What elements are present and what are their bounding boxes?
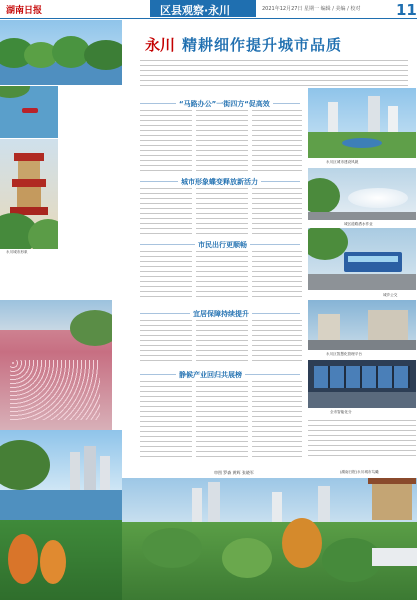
photo-caption-2: 永川区城市建设风貌 bbox=[326, 160, 359, 164]
headline-place: 永川 bbox=[145, 36, 176, 54]
headline-title: 精耕细作提升城市品质 bbox=[182, 36, 343, 54]
section-5-text-col-2 bbox=[196, 381, 248, 461]
section-5-text-col-3 bbox=[252, 381, 302, 461]
photo-caption-4: 城乡公交 bbox=[383, 293, 398, 297]
subhead-3: 市民出行更顺畅 bbox=[195, 240, 250, 250]
photo-control-room bbox=[308, 360, 416, 408]
photo-street-night bbox=[308, 300, 416, 350]
photo-pavilion bbox=[0, 139, 58, 249]
section-2-text-col-2 bbox=[196, 188, 248, 236]
section-title: 区县观察·永川 bbox=[160, 4, 231, 17]
section-4-text-col-2 bbox=[196, 320, 248, 362]
photo-caption-7: (湖南日报)永川城市鸟瞰 bbox=[340, 470, 379, 474]
masthead: 湖南日报 bbox=[6, 6, 43, 16]
photo-credit: 审图 罗森 黄辉 张晓军 bbox=[214, 470, 254, 475]
lead-paragraph bbox=[140, 60, 408, 88]
section-1-text-col-1 bbox=[140, 110, 192, 175]
subhead-1: “马路办公”一街四方“促高效 bbox=[176, 99, 273, 109]
section-4-text-col-3 bbox=[252, 320, 302, 362]
section-5-text-col-4 bbox=[308, 420, 416, 460]
page-number: 11 bbox=[396, 1, 417, 19]
photo-boat-lake bbox=[0, 86, 58, 138]
photo-water-spray bbox=[308, 168, 416, 220]
photo-caption-5: 永川区智慧化管理平台 bbox=[326, 352, 362, 356]
date-meta: 2021年12月27日 星期一 编辑 / 美编 / 校对 bbox=[262, 6, 361, 12]
section-2-text-col-3 bbox=[252, 188, 302, 236]
subhead-5: 静候产业回归共展榜 bbox=[176, 370, 245, 380]
section-1-text-col-3 bbox=[252, 110, 302, 175]
section-3-text-col-3 bbox=[252, 251, 302, 301]
photo-caption-3: 城区道路洒水作业 bbox=[344, 222, 373, 226]
section-3-text-col-2 bbox=[196, 251, 248, 301]
subhead-4: 宜居保障持续提升 bbox=[190, 309, 252, 319]
photo-city-skyline bbox=[308, 88, 416, 158]
section-1-text-col-2 bbox=[196, 110, 248, 175]
photo-lake-park bbox=[0, 20, 122, 85]
section-2-text-col-1 bbox=[140, 188, 192, 236]
photo-river-city bbox=[0, 430, 122, 600]
subhead-2: 城市形象蝶变释放新活力 bbox=[178, 177, 261, 187]
photo-bus-stop bbox=[308, 228, 416, 290]
photo-caption-6: 全市智能化分 bbox=[330, 410, 352, 414]
photo-city-panorama bbox=[122, 478, 417, 600]
section-3-text-col-1 bbox=[140, 251, 192, 301]
section-5-text-col-1 bbox=[140, 381, 192, 461]
section-4-text-col-1 bbox=[140, 320, 192, 362]
photo-caption-1: 永川城市形象 bbox=[6, 250, 28, 254]
photo-crowd-square bbox=[0, 300, 112, 430]
